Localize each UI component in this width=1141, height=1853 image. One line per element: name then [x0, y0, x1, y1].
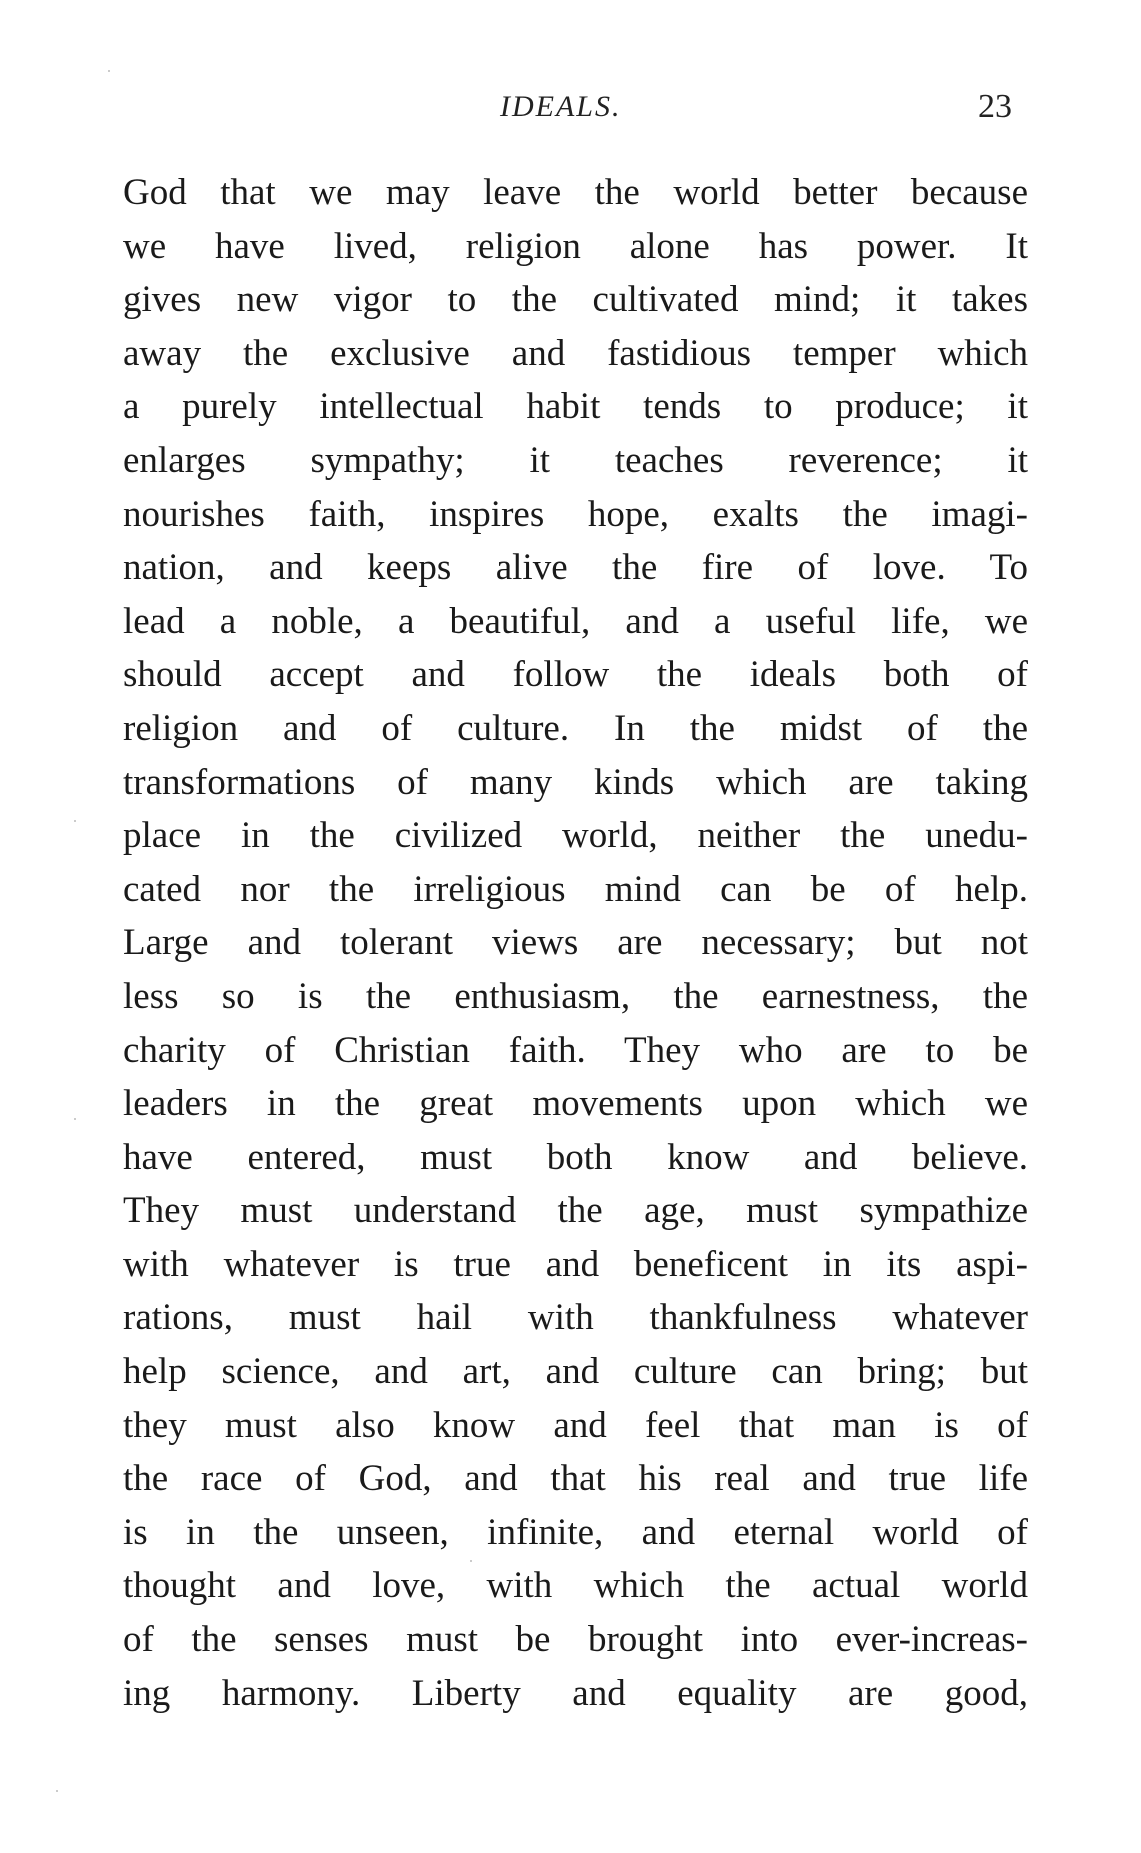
paper-speck [108, 70, 110, 72]
paper-speck [56, 1790, 58, 1792]
text-line: should accept and follow the ideals both of [123, 654, 1028, 696]
text-line: we have lived, religion alone has power. It [123, 225, 1028, 267]
text-line: leaders in the great movements upon which we [123, 1083, 1028, 1125]
text-line: they must also know and feel that man is of [123, 1404, 1028, 1446]
paper-speck [74, 820, 76, 822]
text-line: away the exclusive and fastidious temper which [123, 332, 1028, 374]
text-line: transformations of many kinds which are taking [123, 761, 1028, 803]
text-line: help science, and art, and culture can bring; but [123, 1351, 1028, 1393]
running-title: IDEALS. [500, 90, 622, 123]
text-line: enlarges sympathy; it teaches reverence; it [123, 439, 1028, 481]
text-line: nourishes faith, inspires hope, exalts the imagi- [123, 493, 1028, 535]
text-line: Large and tolerant views are necessary; but not [123, 922, 1028, 964]
text-line: rations, must hail with thankfulness whatever [123, 1297, 1028, 1339]
text-line: of the senses must be brought into ever-increas- [123, 1619, 1028, 1661]
text-line: have entered, must both know and believe. [123, 1136, 1028, 1178]
text-line: ing harmony. Liberty and equality are good, [123, 1672, 1028, 1714]
text-line: charity of Christian faith. They who are to be [123, 1029, 1028, 1071]
text-line: the race of God, and that his real and true life [123, 1458, 1028, 1500]
paper-speck [470, 1560, 472, 1562]
text-line: gives new vigor to the cultivated mind; it takes [123, 279, 1028, 321]
body-text [123, 166, 1028, 1720]
text-line: is in the unseen, infinite, and eternal world of [123, 1511, 1028, 1553]
text-line: God that we may leave the world better because [123, 172, 1028, 213]
page-number: 23 [978, 88, 1012, 125]
text-line: They must understand the age, must sympathize [123, 1190, 1028, 1232]
text-line: less so is the enthusiasm, the earnestness, the [123, 975, 1028, 1017]
text-line: with whatever is true and beneficent in its aspi- [123, 1243, 1028, 1285]
text-line: lead a noble, a beautiful, and a useful life, we [123, 600, 1028, 642]
paper-speck [74, 1118, 76, 1120]
text-line: a purely intellectual habit tends to produce; it [123, 386, 1028, 428]
text-line: cated nor the irreligious mind can be of help. [123, 868, 1028, 910]
text-line: nation, and keeps alive the fire of love. To [123, 547, 1028, 589]
text-line: religion and of culture. In the midst of the [123, 707, 1028, 749]
text-line: thought and love, with which the actual world [123, 1565, 1028, 1607]
text-line: place in the civilized world, neither the unedu- [123, 815, 1028, 857]
running-head [0, 90, 1141, 140]
